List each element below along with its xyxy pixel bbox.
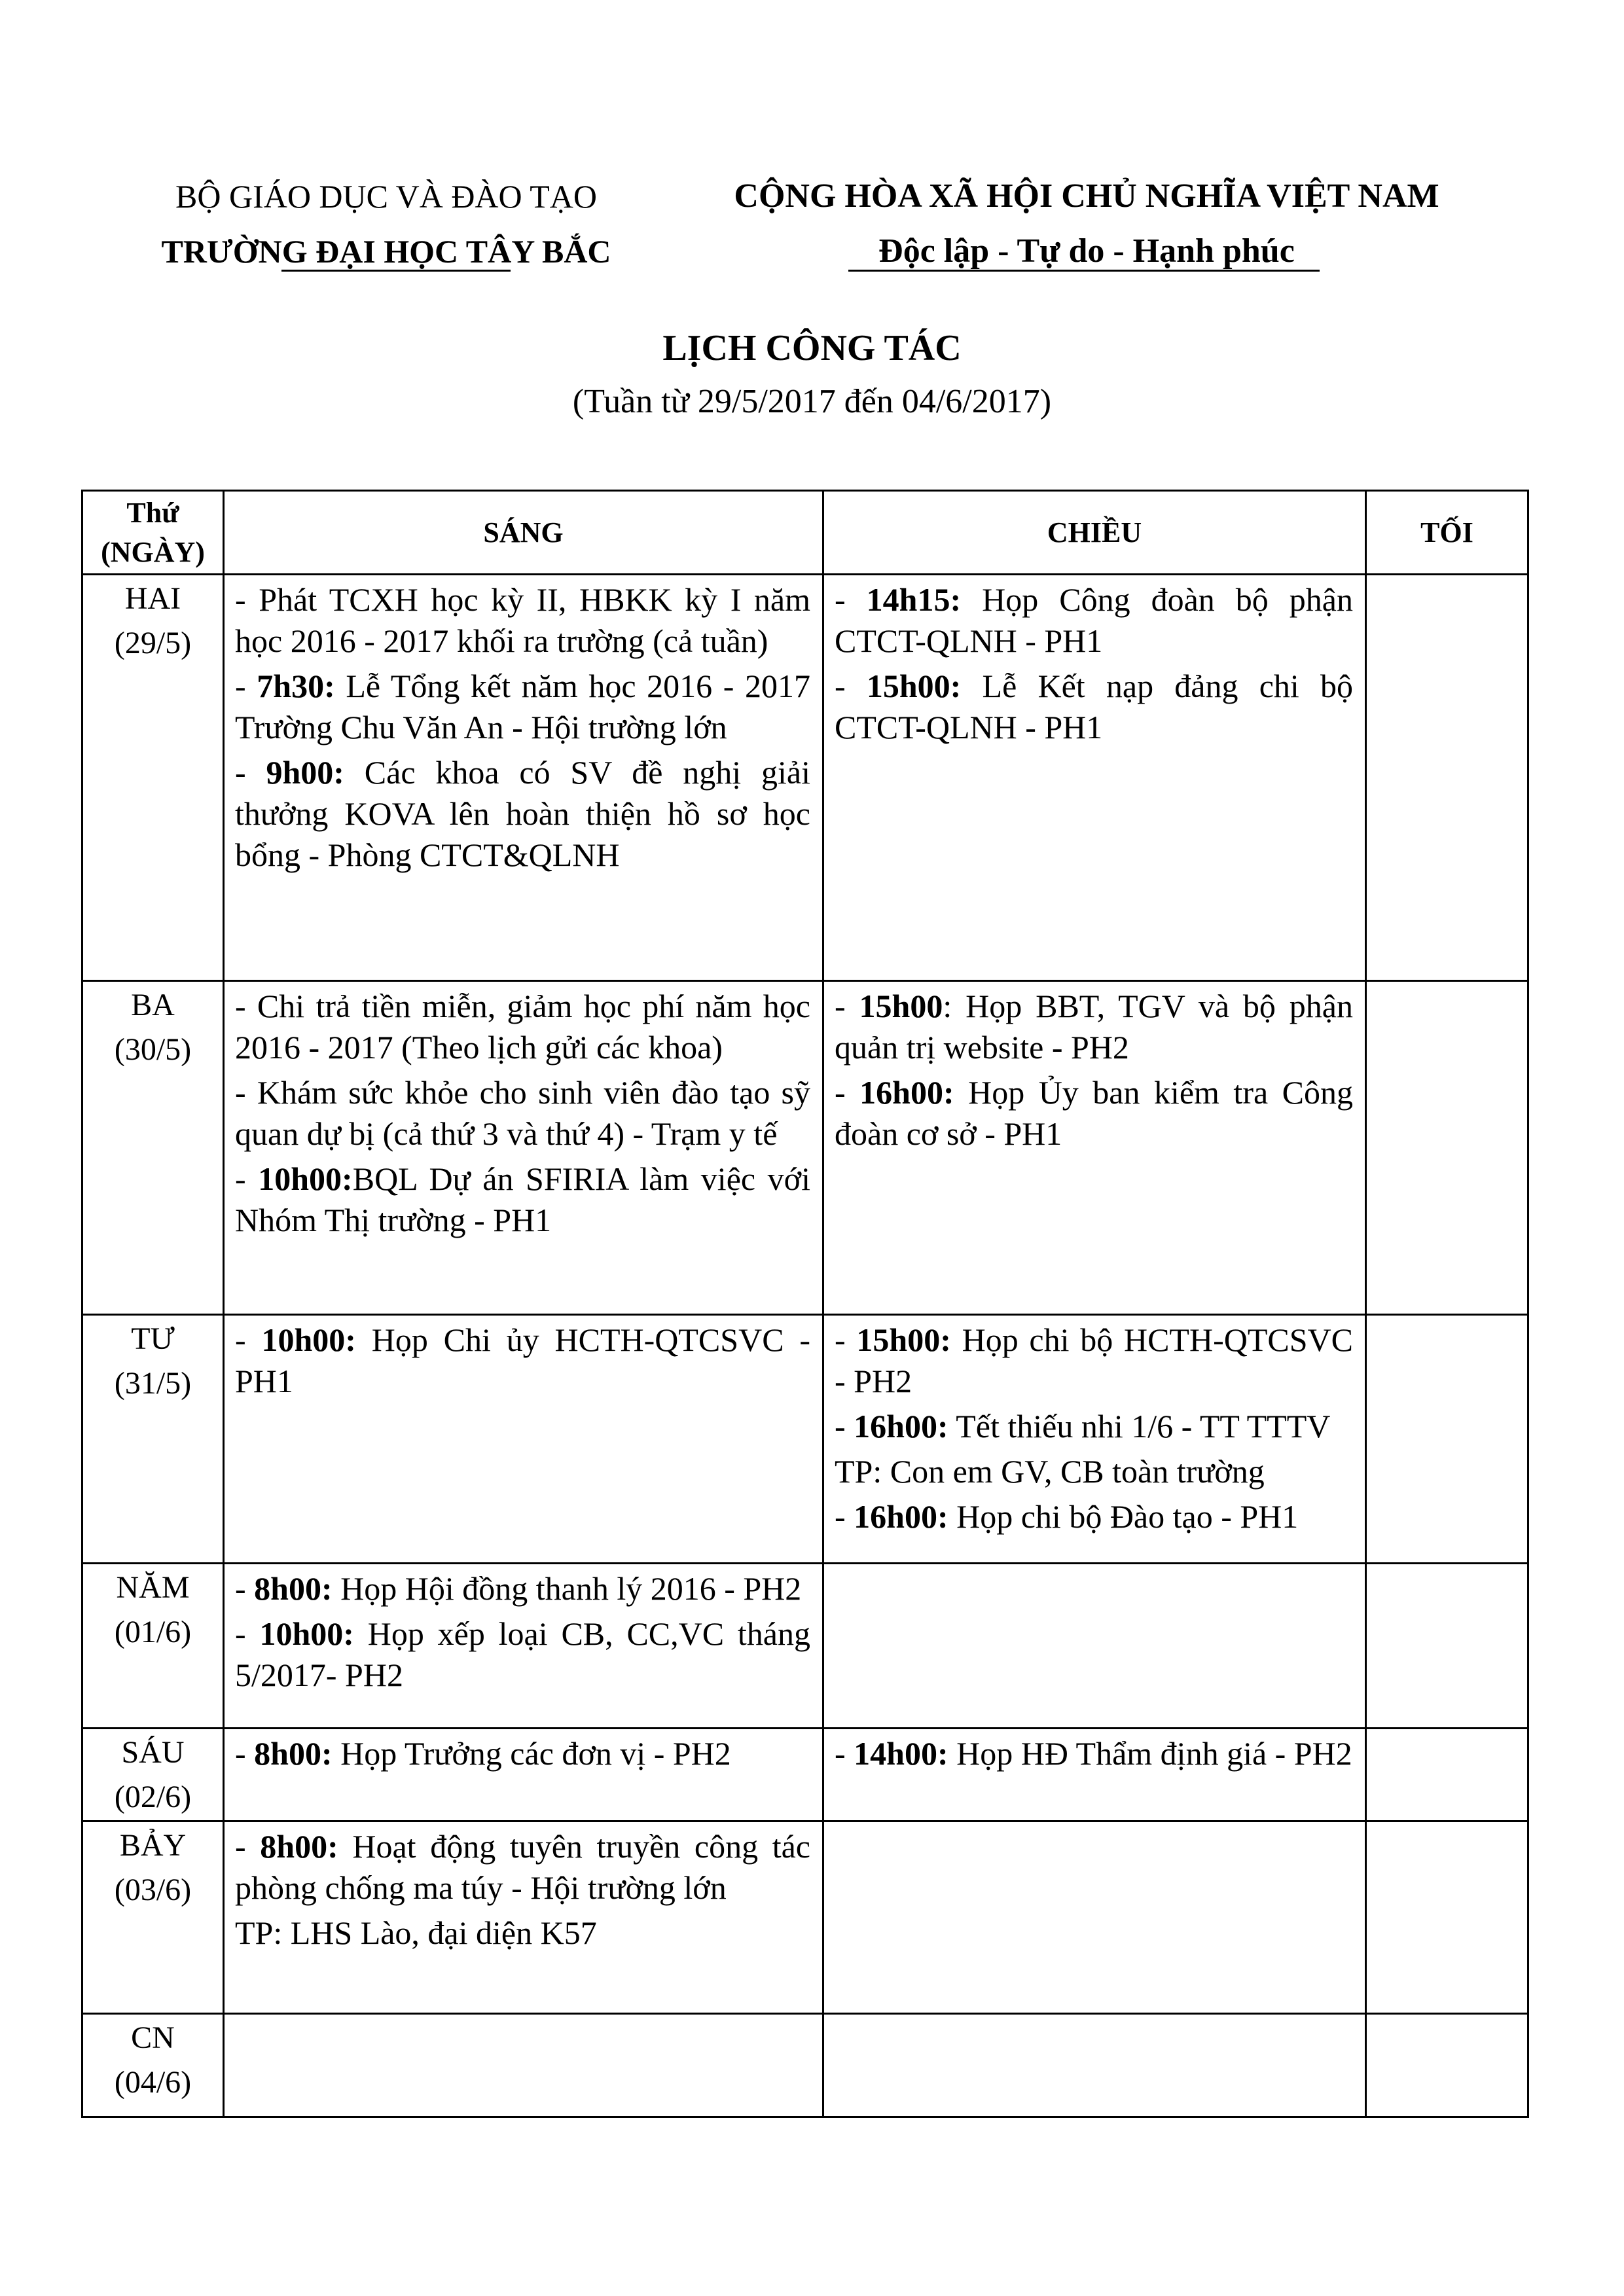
day-date: (01/6)	[114, 1615, 192, 1649]
day-cell	[82, 981, 224, 1315]
day-name: TƯ	[131, 1321, 175, 1356]
entry-text: Các khoa có SV đề nghị giải thưởng KOVA lên hoàn thiện hồ sơ học bổng - Phòng CTCT&QLNH	[235, 754, 810, 873]
table-row	[82, 1729, 1528, 1821]
entry-text: Họp Công đoàn bộ phận CTCT-QLNH - PH1	[835, 581, 1353, 659]
entry-time: 10h00:	[259, 1615, 354, 1652]
schedule-table	[81, 490, 1529, 2118]
morning-cell	[224, 2014, 823, 2117]
evening-cell	[1366, 2014, 1528, 2117]
evening-cell	[1366, 1315, 1528, 1564]
entry-time: 15h00	[859, 988, 943, 1024]
entry-text: Họp Chi ủy HCTH-QTCSVC - PH1	[235, 1321, 810, 1399]
table-row	[82, 2014, 1528, 2117]
afternoon-cell	[823, 1564, 1366, 1729]
entry-time: 10h00:	[258, 1160, 353, 1197]
morning-cell	[224, 575, 823, 981]
morning-cell	[224, 981, 823, 1315]
col-header-evening: TỐI	[1366, 491, 1528, 575]
schedule-entry: - 14h00: Họp HĐ Thẩm định giá - PH2	[835, 1735, 1352, 1772]
schedule-entry	[835, 1451, 1353, 1492]
schedule-entry	[235, 1072, 810, 1155]
entry-text: BQL Dự án SFIRIA làm việc với Nhóm Thị trường - PH1	[235, 1160, 810, 1238]
schedule-entry: - 8h00: Họp Hội đồng thanh lý 2016 - PH2	[235, 1570, 802, 1607]
entry-text: Họp Hội đồng thanh lý 2016 - PH2	[332, 1570, 802, 1607]
morning-cell	[224, 1821, 823, 2014]
day-date: (02/6)	[114, 1780, 192, 1814]
schedule-entry: - 10h00:BQL Dự án SFIRIA làm việc với Nhóm Thị trường - PH1	[235, 1160, 810, 1238]
entry-time: 7h30:	[257, 668, 335, 704]
entry-text: - Phát TCXH học kỳ II, HBKK kỳ I năm học 2016 - 2017 khối ra trường (cả tuần)	[235, 581, 810, 659]
header-right-underline	[848, 270, 1320, 272]
table-row	[82, 1821, 1528, 2014]
evening-cell	[1366, 981, 1528, 1315]
entry-time: 8h00:	[254, 1735, 333, 1772]
university-name: TRƯỜNG ĐẠI HỌC TÂY BẮC	[161, 233, 611, 270]
afternoon-cell	[823, 1729, 1366, 1821]
day-date: (03/6)	[114, 1873, 192, 1907]
national-title: CỘNG HÒA XÃ HỘI CHỦ NGHĨA VIỆT NAM	[734, 177, 1439, 215]
ministry-name: BỘ GIÁO DỤC VÀ ĐÀO TẠO	[175, 178, 597, 215]
entry-time: 8h00:	[260, 1828, 338, 1865]
schedule-entry: - 9h00: Các khoa có SV đề nghị giải thưởng KOVA lên hoàn thiện hồ sơ học bổng - Phòng CTCT&QLNH	[235, 754, 810, 873]
entry-text: Họp HĐ Thẩm định giá - PH2	[948, 1735, 1352, 1772]
entry-time: 16h00:	[854, 1498, 948, 1535]
entry-text: - Khám sức khỏe cho sinh viên đào tạo sỹ quan dự bị (cả thứ 3 và thứ 4) - Trạm y tế	[235, 1074, 810, 1152]
morning-cell	[224, 1729, 823, 1821]
day-name: BẢY	[119, 1828, 187, 1863]
entry-text: Họp chi bộ Đào tạo - PH1	[948, 1498, 1299, 1535]
day-date: (29/5)	[114, 626, 192, 660]
afternoon-cell	[823, 2014, 1366, 2117]
national-motto: Độc lập - Tự do - Hạnh phúc	[878, 232, 1295, 270]
page-title: LỊCH CÔNG TÁC	[662, 328, 962, 368]
evening-cell	[1366, 1821, 1528, 2014]
col-header-morning: SÁNG	[224, 491, 823, 575]
schedule-body	[82, 575, 1528, 2117]
entry-text: Lễ Tổng kết năm học 2016 - 2017 Trường Chu Văn An - Hội trường lớn	[235, 668, 810, 745]
table-header-row	[82, 491, 1528, 575]
entry-time: 10h00:	[261, 1321, 356, 1358]
entry-time: 16h00:	[859, 1074, 954, 1111]
schedule-entry: - 15h00: Họp BBT, TGV và bộ phận quản trị website - PH2	[835, 988, 1353, 1066]
day-name: NĂM	[116, 1570, 190, 1605]
day-cell	[82, 1564, 224, 1729]
entry-text: Tết thiếu nhi 1/6 - TT TTTV	[948, 1408, 1331, 1444]
entry-text: TP: LHS Lào, đại diện K57	[235, 1914, 597, 1951]
entry-text: Hoạt động tuyên truyền công tác phòng chống ma túy - Hội trường lớn	[235, 1828, 810, 1906]
schedule-entry: - 15h00: Họp chi bộ HCTH-QTCSVC - PH2	[835, 1321, 1354, 1399]
table-row	[82, 981, 1528, 1315]
entry-time: 8h00:	[254, 1570, 333, 1607]
evening-cell	[1366, 1729, 1528, 1821]
morning-cell	[224, 1315, 823, 1564]
table-row	[82, 575, 1528, 981]
day-date: (31/5)	[114, 1366, 192, 1401]
table-row	[82, 1564, 1528, 1729]
entry-text: Họp Trưởng các đơn vị - PH2	[332, 1735, 731, 1772]
schedule-entry: - 7h30: Lễ Tổng kết năm học 2016 - 2017 Trường Chu Văn An - Hội trường lớn	[235, 668, 810, 745]
table-row	[82, 1315, 1528, 1564]
entry-text: Lễ Kết nạp đảng chi bộ CTCT-QLNH - PH1	[835, 668, 1353, 745]
entry-time: 15h00:	[856, 1321, 951, 1358]
entry-time: 14h15:	[866, 581, 962, 618]
entry-text: Họp xếp loại CB, CC,VC tháng 5/2017- PH2	[235, 1615, 811, 1693]
day-name: SÁU	[121, 1735, 185, 1770]
schedule-entry: - 10h00: Họp Chi ủy HCTH-QTCSVC - PH1	[235, 1321, 810, 1399]
entry-text: Họp Ủy ban kiểm tra Công đoàn cơ sở - PH1	[835, 1074, 1353, 1152]
morning-cell	[224, 1564, 823, 1729]
schedule-entry	[235, 986, 810, 1068]
day-name: BA	[131, 988, 175, 1022]
schedule-entry: - 8h00: Họp Trưởng các đơn vị - PH2	[235, 1735, 731, 1772]
day-cell	[82, 575, 224, 981]
afternoon-cell	[823, 575, 1366, 981]
entry-text: - Chi trả tiền miễn, giảm học phí năm học 2016 - 2017 (Theo lịch gửi các khoa)	[235, 988, 810, 1066]
entry-text: Họp chi bộ HCTH-QTCSVC - PH2	[835, 1321, 1354, 1399]
day-name: CN	[131, 2020, 175, 2055]
day-name: HAI	[124, 581, 181, 616]
schedule-entry: - 16h00: Tết thiếu nhi 1/6 - TT TTTV	[835, 1408, 1331, 1444]
schedule-entry: - 15h00: Lễ Kết nạp đảng chi bộ CTCT-QLNH - PH1	[835, 668, 1353, 745]
schedule-entry: - 14h15: Họp Công đoàn bộ phận CTCT-QLNH - PH1	[835, 581, 1353, 659]
schedule-entry	[235, 579, 810, 662]
col-header-day: Thứ (NGÀY)	[82, 491, 224, 575]
day-cell	[82, 2014, 224, 2117]
header-left-underline	[281, 270, 511, 272]
schedule-entry: - 10h00: Họp xếp loại CB, CC,VC tháng 5/2017- PH2	[235, 1615, 811, 1693]
schedule-entry	[235, 1912, 810, 1954]
col-header-afternoon: CHIỀU	[823, 491, 1366, 575]
afternoon-cell	[823, 981, 1366, 1315]
day-cell	[82, 1729, 224, 1821]
schedule-entry: - 16h00: Họp chi bộ Đào tạo - PH1	[835, 1498, 1299, 1535]
entry-text: TP: Con em GV, CB toàn trường	[835, 1453, 1265, 1490]
entry-time: 9h00:	[266, 754, 344, 791]
afternoon-cell	[823, 1821, 1366, 2014]
page-subtitle: (Tuần từ 29/5/2017 đến 04/6/2017)	[572, 383, 1052, 420]
afternoon-cell	[823, 1315, 1366, 1564]
schedule-entry: - 8h00: Hoạt động tuyên truyền công tác phòng chống ma túy - Hội trường lớn	[235, 1828, 810, 1906]
evening-cell	[1366, 1564, 1528, 1729]
schedule-entry: - 16h00: Họp Ủy ban kiểm tra Công đoàn cơ sở - PH1	[835, 1074, 1353, 1152]
ministry-header	[118, 169, 655, 279]
entry-time: 14h00:	[854, 1735, 948, 1772]
day-cell	[82, 1315, 224, 1564]
national-header	[681, 169, 1492, 279]
entry-time: 15h00:	[866, 668, 962, 704]
day-cell	[82, 1821, 224, 2014]
day-date: (04/6)	[114, 2065, 192, 2100]
day-date: (30/5)	[114, 1032, 192, 1067]
entry-text: : Họp BBT, TGV và bộ phận quản trị website - PH2	[835, 988, 1353, 1066]
entry-time: 16h00:	[854, 1408, 948, 1444]
evening-cell	[1366, 575, 1528, 981]
